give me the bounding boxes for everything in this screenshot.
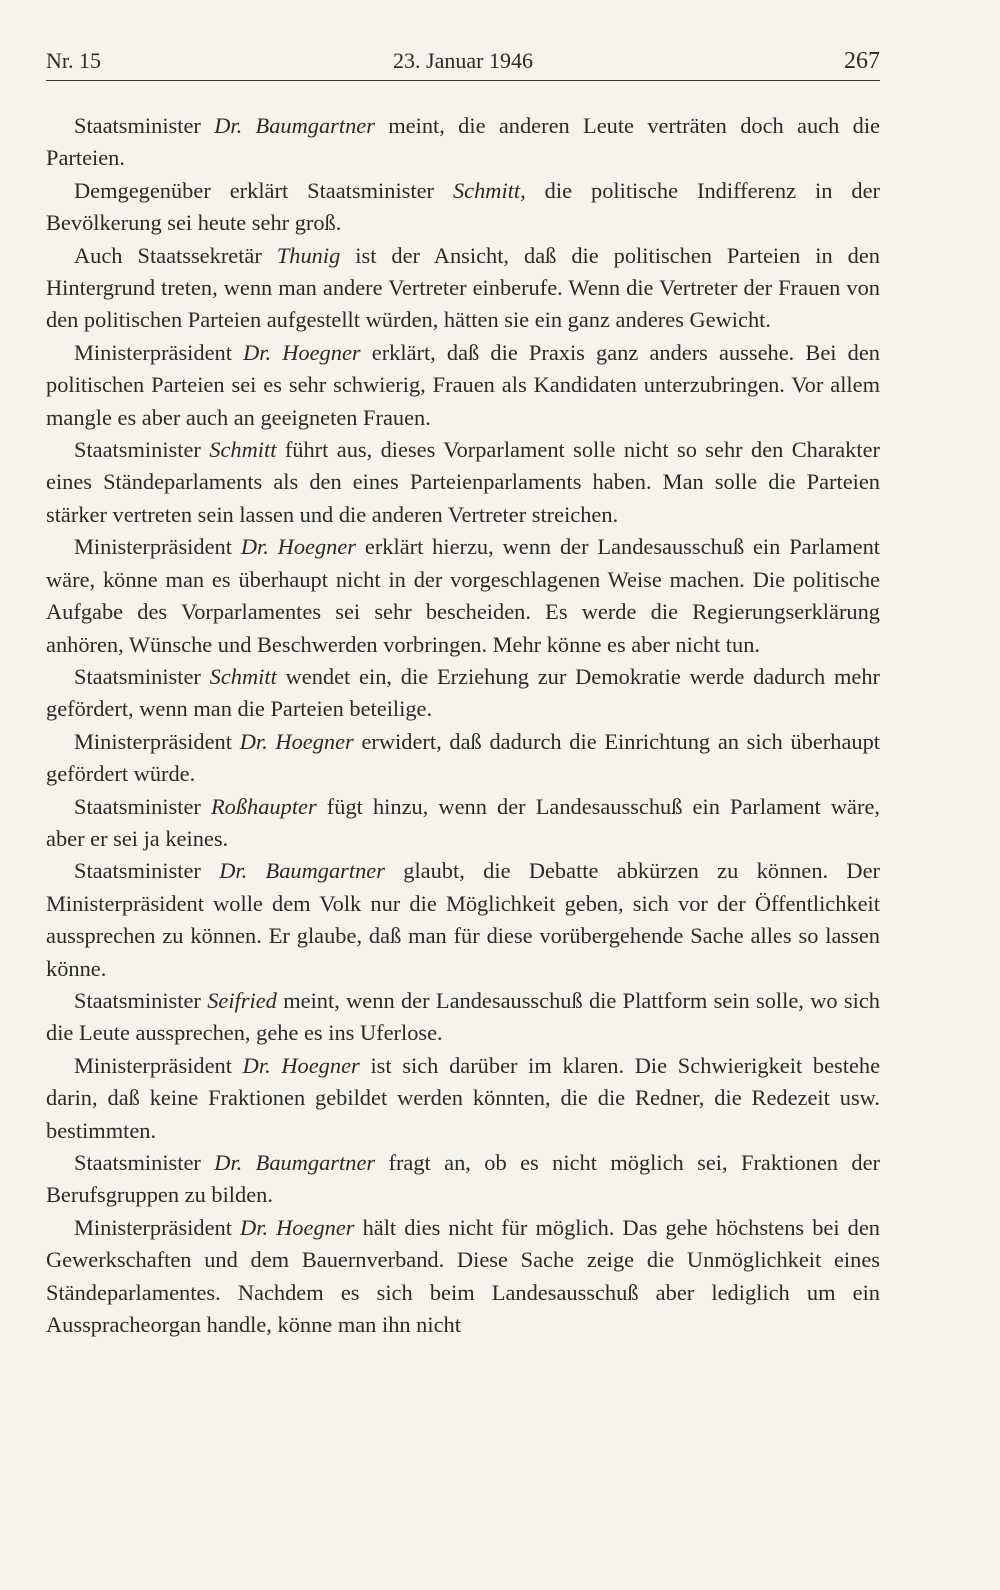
paragraph: Staatsminister Roßhaupter fügt hinzu, wenn der Landesausschuß ein Parlament wäre, aber er sei ja keines. [46,793,880,851]
speaker-name: Dr. Baumgartner [214,113,375,138]
speaker-name: Thunig [276,242,341,268]
speaker-name: Roßhaupter [210,793,317,819]
paragraph: Ministerpräsident Dr. Hoegner ist sich darüber im klaren. Die Schwierigkeit bestehe darin, daß keine Fraktionen gebildet werden könnten, die die Redner, die Redezeit usw. bestimmten. [46,1052,881,1143]
issue-number: Nr. 15 [46,48,101,73]
speaker-name: Seifried [207,987,277,1013]
speaker-name: Dr. Baumgartner [219,858,385,884]
paragraph: Staatsminister Dr. Baumgartner glaubt, die Debatte abkürzen zu können. Der Ministerpräsident wolle dem Volk nur die Möglichkeit geben, sich vor der Öffentlichkeit aussprechen zu können. Er glaube, daß man für diese vorübergehende Sache alles so lassen könne. [46,858,881,981]
header-date: 23. Januar 1946 [393,48,533,73]
speaker-name: Schmitt [209,437,277,463]
paragraph: Ministerpräsident Dr. Hoegner erklärt hierzu, wenn der Landesausschuß ein Parlament wäre, könne man es überhaupt nicht in der vorgeschlagenen Weise machen. Die politische Aufgabe des Vorparlamentes sei sehr bescheiden. Es werde die Regierungserklärung anhören, Wünsche und Beschwerden vorbringen. Mehr könne es aber nicht tun. [46,534,880,657]
paragraph: Staatsminister Schmitt wendet ein, die Erziehung zur Demokratie werde dadurch mehr gefördert, wenn man die Parteien beteilige. [46,663,880,722]
paragraph: Demgegenüber erklärt Staatsminister Schmitt, die politische Indifferenz in der Bevölkerung sei heute sehr groß. [46,177,880,236]
speaker-name: Dr. Baumgartner [214,1150,376,1175]
speaker-name: Dr. Hoegner [239,728,354,754]
body-text [46,110,880,1341]
paragraph: Ministerpräsident Dr. Hoegner hält dies nicht für möglich. Das gehe höchstens bei den Gewerkschaften und dem Bauernverband. Diese Sache zeige die Unmöglichkeit eines Ständeparlamentes. Nachdem es sich beim Landesausschuß aber lediglich um ein Ausspracheorgan handle, könne man ihn nicht [46,1214,880,1338]
speaker-name: Dr. Hoegner [240,534,357,560]
speaker-name: Schmitt [209,663,277,689]
header-rule [46,80,880,81]
paragraph: Auch Staatssekretär Thunig ist der Ansicht, daß die politischen Parteien in den Hintergrund treten, wenn man andere Vertreter einberufe. Wenn die Vertreter der Frauen von den politischen Parteien aufgestellt würden, hätten sie ein ganz anderes Gewicht. [46,242,880,333]
speaker-name: Schmitt, [452,177,526,203]
paragraph: Staatsminister Dr. Baumgartner meint, die anderen Leute verträten doch auch die Parteien. [46,113,880,171]
speaker-name: Dr. Hoegner [240,1214,355,1240]
paragraph: Staatsminister Seifried meint, wenn der Landesausschuß die Plattform sein solle, wo sich die Leute aussprechen, gehe es ins Uferlose. [46,987,881,1046]
paragraph: Ministerpräsident Dr. Hoegner erklärt, daß die Praxis ganz anders aussehe. Bei den politischen Parteien sei es sehr schwierig, Frauen als Kandidaten unterzubringen. Vor allem mangle es aber auch an geeigneten Frauen. [46,339,880,430]
paragraph: Ministerpräsident Dr. Hoegner erwidert, daß dadurch die Einrichtung an sich überhaupt gefördert würde. [46,728,881,787]
paragraph: Staatsminister Schmitt führt aus, dieses Vorparlament solle nicht so sehr den Charakter eines Ständeparlaments als den eines Parteienparlaments haben. Man solle die Parteien stärker vertreten sein lassen und die anderen Vertreter streichen. [46,437,880,527]
speaker-name: Dr. Hoegner [242,1052,360,1078]
running-header [46,48,880,80]
speaker-name: Dr. Hoegner [243,339,361,365]
page-number: 267 [844,48,880,74]
paragraph: Staatsminister Dr. Baumgartner fragt an, ob es nicht möglich sei, Fraktionen der Berufsgruppen zu bilden. [46,1150,880,1208]
